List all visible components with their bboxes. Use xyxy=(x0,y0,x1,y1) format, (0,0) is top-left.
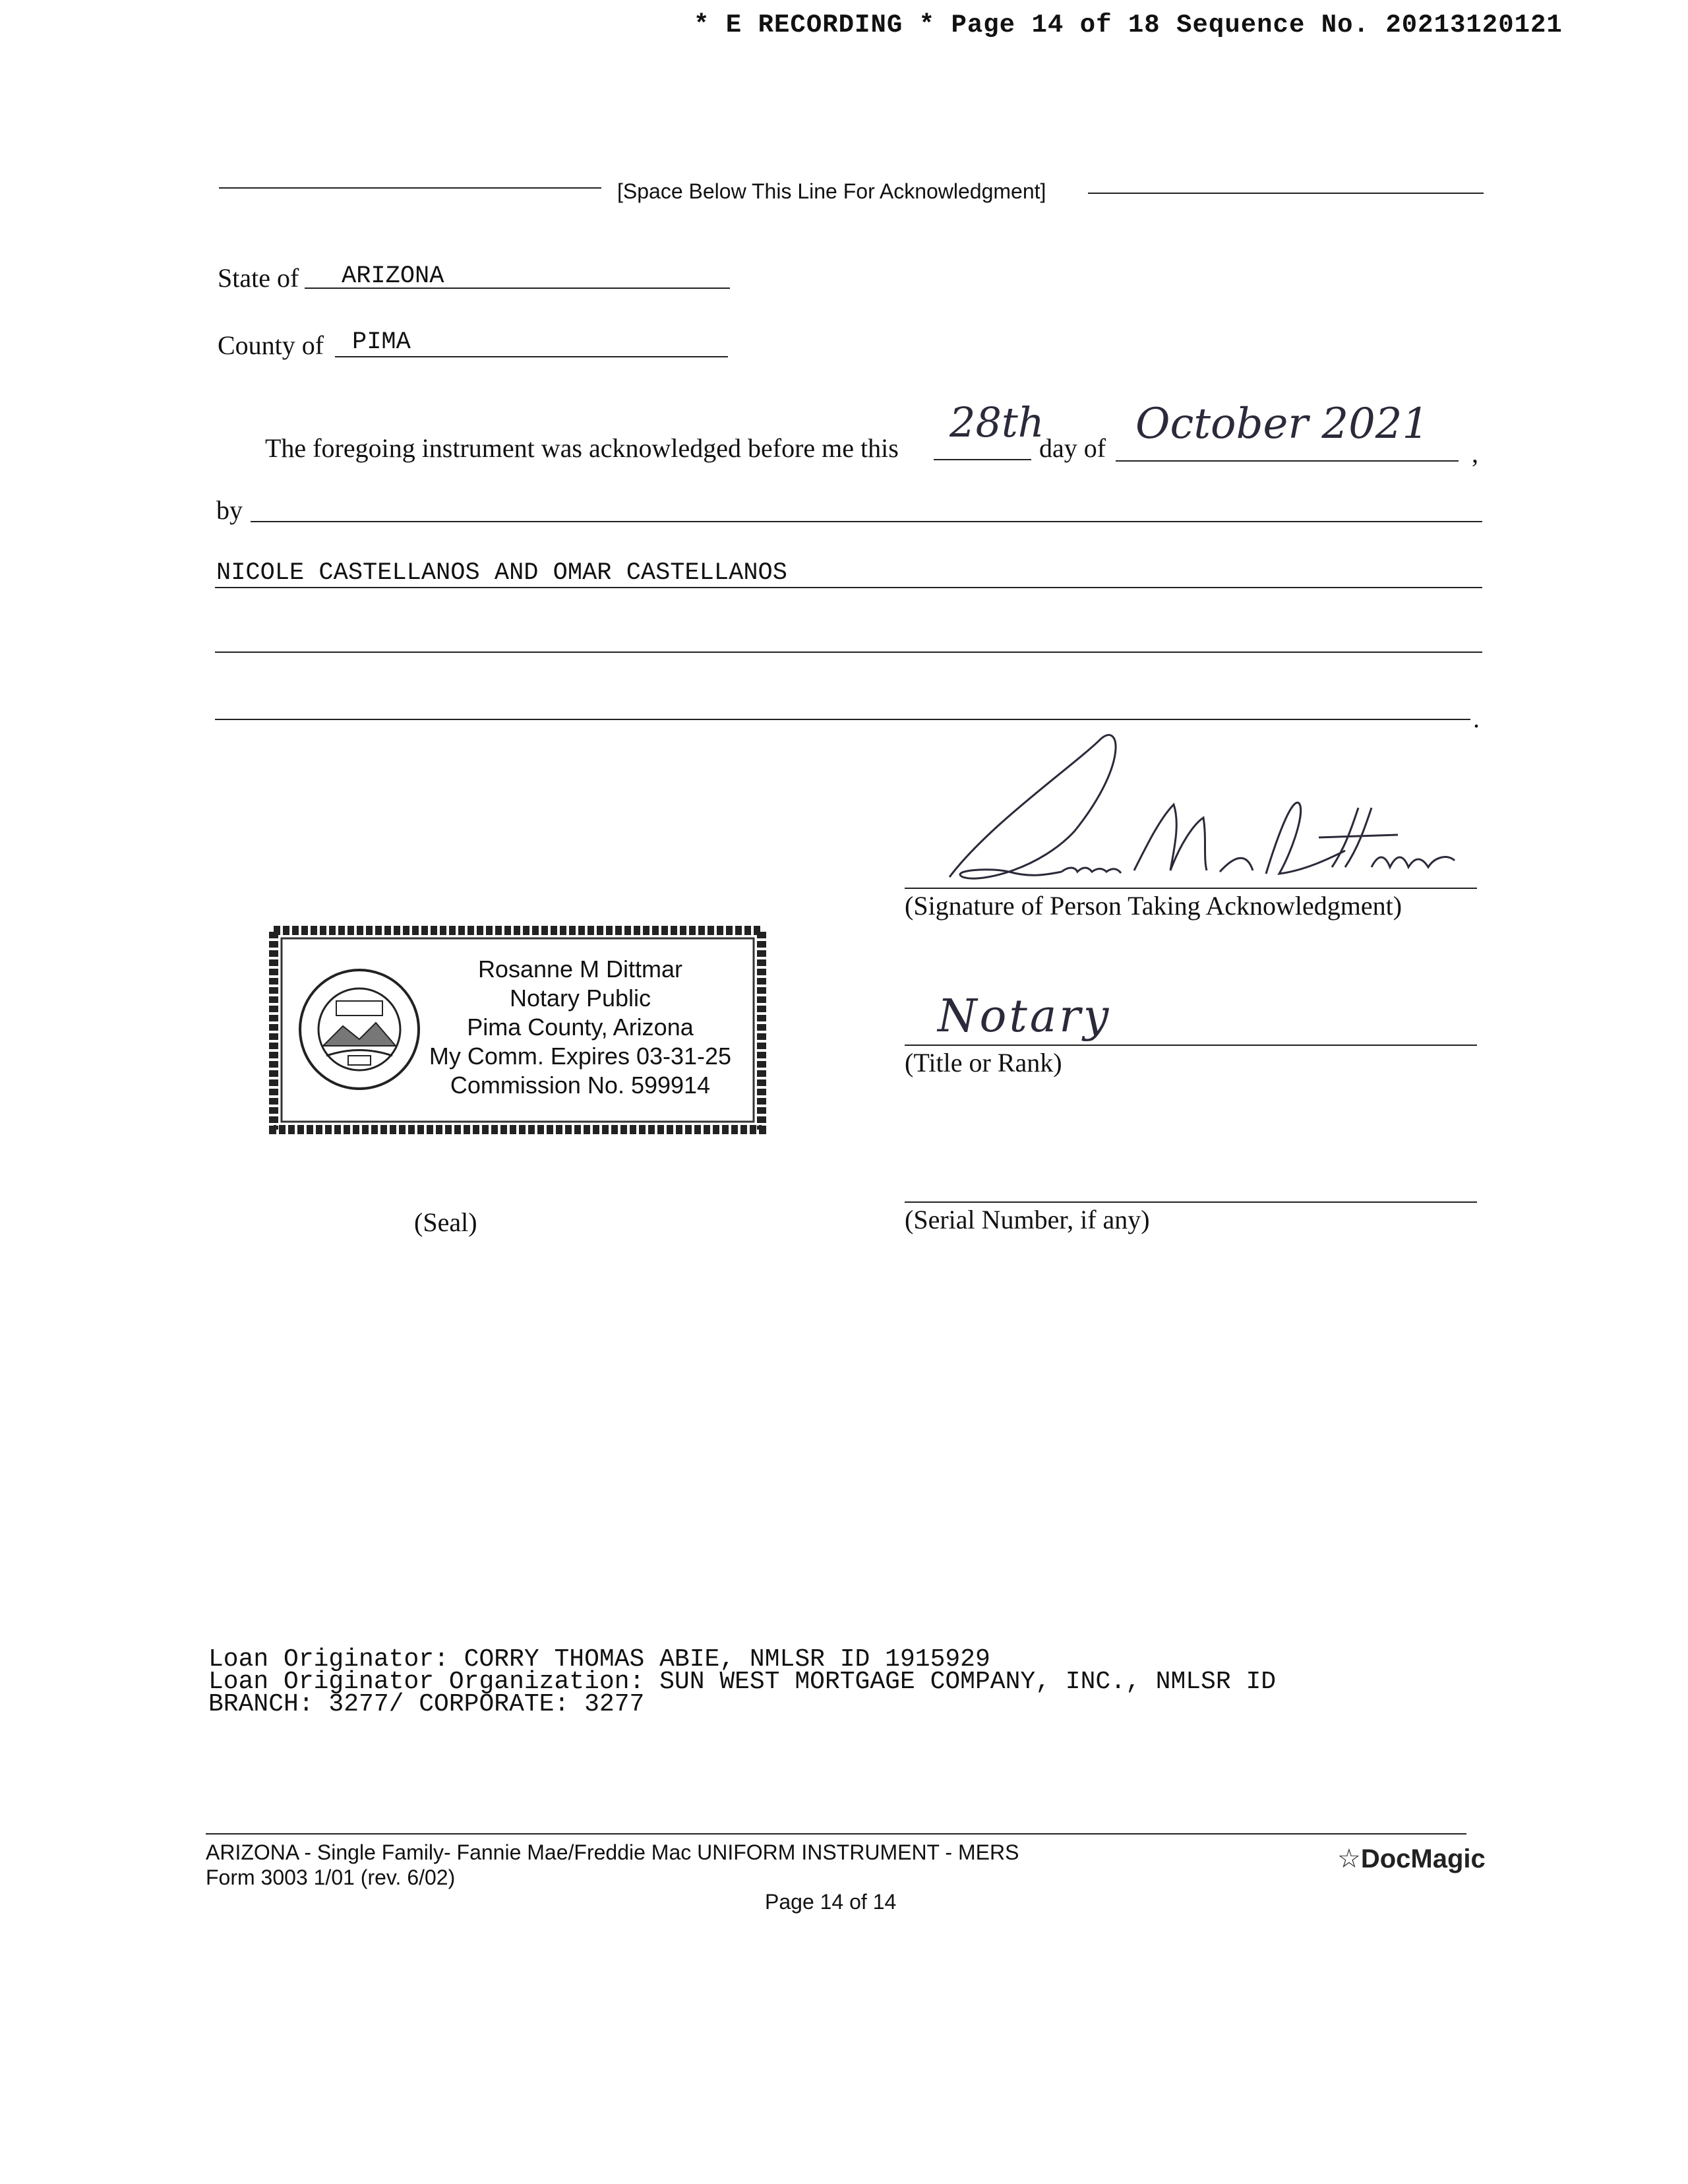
blank-line-1 xyxy=(215,652,1482,653)
loan-branch-line: BRANCH: 3277/ CORPORATE: 3277 xyxy=(208,1690,645,1718)
docmagic-brand: DocMagic xyxy=(1360,1844,1486,1873)
foregoing-text: The foregoing instrument was acknowledged before me this xyxy=(265,433,899,463)
page-number: Page 14 of 14 xyxy=(765,1890,897,1914)
county-underline xyxy=(335,356,728,357)
day-underline xyxy=(934,459,1031,460)
seal-county: Pima County, Arizona xyxy=(467,1014,694,1041)
day-handwritten: 28th xyxy=(950,398,1044,446)
acknowledged-names: NICOLE CASTELLANOS AND OMAR CASTELLANOS xyxy=(216,559,787,587)
serial-underline xyxy=(905,1201,1477,1203)
county-value: PIMA xyxy=(352,328,411,356)
signature-drawing xyxy=(910,725,1464,897)
recording-header: * E RECORDING * Page 14 of 18 Sequence No. 20213120121 xyxy=(694,11,1563,40)
loan-organization-line: Loan Originator Organization: SUN WEST MORTGAGE COMPANY, INC., NMLSR ID xyxy=(208,1668,1277,1696)
loan-originator-block xyxy=(208,1645,1277,1718)
signature-underline xyxy=(905,888,1477,889)
county-label: County of xyxy=(218,330,324,360)
space-line-right xyxy=(1088,193,1484,194)
seal-text-block xyxy=(415,955,745,1100)
loan-originator-line: Loan Originator: CORRY THOMAS ABIE, NMLSR ID 1915929 xyxy=(208,1645,990,1674)
seal-caption: (Seal) xyxy=(414,1207,477,1237)
title-handwritten: Notary xyxy=(938,990,1112,1043)
seal-notary-title: Notary Public xyxy=(509,985,651,1012)
date-underline xyxy=(1116,460,1459,462)
seal-commission: Commission No. 599914 xyxy=(450,1072,711,1099)
trailing-period: . xyxy=(1473,704,1480,733)
seal-notary-name: Rosanne M Dittmar xyxy=(477,956,683,983)
form-footer xyxy=(206,1840,1019,1890)
form-number: Form 3003 1/01 (rev. 6/02) xyxy=(206,1866,456,1889)
title-caption: (Title or Rank) xyxy=(905,1048,1062,1077)
state-underline xyxy=(305,288,730,289)
by-label: by xyxy=(216,495,243,525)
date-handwritten: October 2021 xyxy=(1135,400,1430,448)
docmagic-logo xyxy=(1337,1844,1486,1874)
day-of-label: day of xyxy=(1039,433,1106,463)
blank-line-2 xyxy=(215,719,1470,720)
star-icon: ☆ xyxy=(1337,1844,1361,1873)
serial-caption: (Serial Number, if any) xyxy=(905,1205,1150,1234)
space-line-left xyxy=(219,187,601,189)
state-label: State of xyxy=(218,263,299,293)
footer-rule xyxy=(206,1833,1466,1835)
form-title: ARIZONA - Single Family- Fannie Mae/Freddie Mac UNIFORM INSTRUMENT - MERS xyxy=(206,1840,1019,1864)
signature-caption: (Signature of Person Taking Acknowledgment) xyxy=(905,891,1402,921)
state-value: ARIZONA xyxy=(342,262,444,290)
seal-expires: My Comm. Expires 03-31-25 xyxy=(429,1043,732,1070)
names-underline xyxy=(215,587,1482,588)
space-below-label: [Space Below This Line For Acknowledgment] xyxy=(617,179,1046,203)
title-underline xyxy=(905,1045,1477,1046)
by-underline xyxy=(251,521,1482,522)
arizona-seal-icon xyxy=(297,967,422,1092)
date-comma: , xyxy=(1472,439,1478,468)
